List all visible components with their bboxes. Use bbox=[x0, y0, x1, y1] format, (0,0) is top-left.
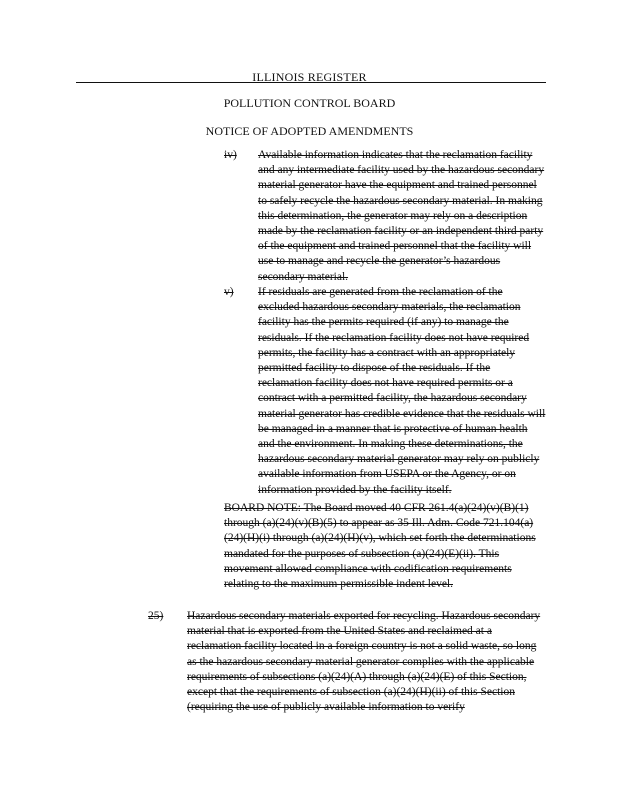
notice-title: NOTICE OF ADOPTED AMENDMENTS bbox=[205, 124, 414, 138]
item-iv-number: iv) bbox=[224, 149, 237, 161]
header-divider bbox=[76, 82, 546, 83]
item-25-text: Hazardous secondary materials exported for recycling. Hazardous secondary material that is exported from the United States and reclaimed at a reclamation facility located in a foreign country is not a solid waste, so long as the hazardous secondary material generator complies with the applicable requirements of subsections (a)(24)(A) through (a)(24)(E) of this Section, except that the requirements of subsection (a)(24)(H)(ii) of this Section (requiring the use of publicly available information to verify bbox=[187, 610, 541, 714]
register-title: ILLINOIS REGISTER bbox=[252, 70, 367, 84]
agency-name: POLLUTION CONTROL BOARD bbox=[223, 96, 396, 110]
item-v-text: If residuals are generated from the reclamation of the excluded hazardous secondary materials, the reclamation facility has the permits required (if any) to manage the residuals. If the reclamation facility does not have required permits, the facility has a contract with an appropriately permitted facility to dispose of the residuals. If the reclamation facility does not have required permits or a contract with a permitted facility, the hazardous secondary material generator has credible evidence that the residuals will be managed in a manner that is protective of human health and the environment. In making these determinations, the hazardous secondary material generator may rely on publicly available information from USEPA or the Agency, or on information provided by the facility itself. bbox=[258, 286, 546, 496]
item-v-number: v) bbox=[224, 286, 234, 298]
item-iv-text: Available information indicates that the reclamation facility and any intermediate facility used by the hazardous secondary material generator have the equipment and trained personnel to safely recycle the hazardous secondary material. In making this determination, the generator may rely on a description made by the reclamation facility or an independent third party of the equipment and trained personnel that the facility will use to manage and recycle the generator’s hazardous secondary material. bbox=[258, 149, 545, 283]
board-note: BOARD NOTE: The Board moved 40 CFR 261.4(a)(24)(v)(B)(1) through (a)(24)(v)(B)(5) to appear as 35 Ill. Adm. Code 721.104(a)(24)(H)(i) through (a)(24)(H)(v), which set forth the determinations mandated for the purposes of subsection (a)(24)(E)(ii). This movement allowed compliance with codification requirements relating to the maximum permissible indent level. bbox=[224, 502, 536, 591]
item-25-number: 25) bbox=[148, 610, 164, 622]
